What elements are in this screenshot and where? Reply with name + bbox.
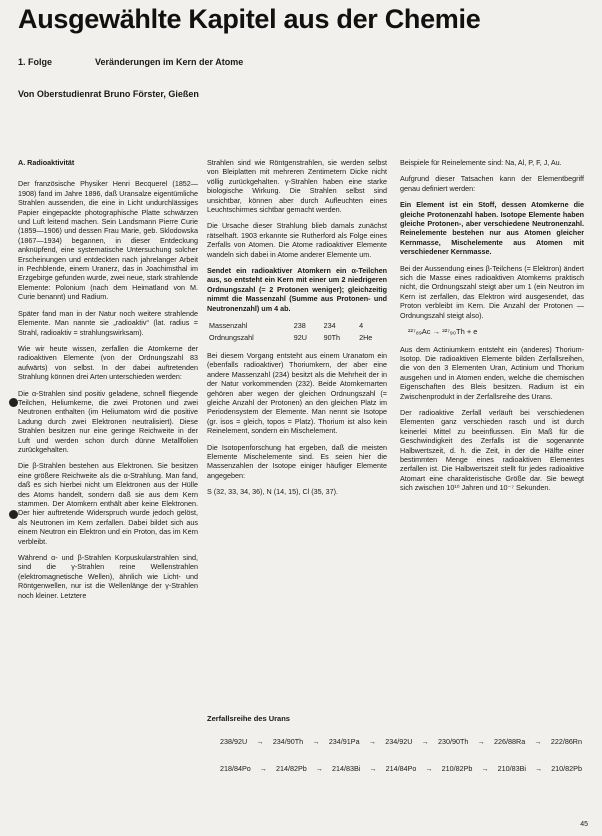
arrow-icon: → bbox=[425, 764, 433, 773]
paragraph: Später fand man in der Natur noch weitere strahlende Elemente. Man nannte sie „radioaktiv“ (lat. radius = Strahl, radioaktiv = strahlungswirksam). bbox=[18, 308, 198, 337]
arrow-icon: → bbox=[259, 764, 267, 773]
page-number: 45 bbox=[580, 821, 588, 828]
paragraph: Wie wir heute wissen, zerfallen die Atomkerne der radioaktiven Elemente (von der Ordnungszahl 83 aufwärts) von selbst. In der dabei auftretenden Strahlung können drei Arten unterschieden werden: bbox=[18, 343, 198, 382]
nuclide: 230/90Th bbox=[438, 737, 469, 746]
nuclide: 214/83Bi bbox=[332, 764, 361, 773]
nuclide: 218/84Po bbox=[220, 764, 251, 773]
paragraph: Sendet ein radioaktiver Atomkern ein α-Teilchen aus, so entsteht ein Kern mit einer um 2 niedrigeren Ordnungszahl (= 2 Protonen weniger); gleichzeitig nimmt die Massenzahl (Summe aus Protonen- und Neutronenzahl) um 4 ab. bbox=[207, 266, 387, 313]
paragraph: Der französische Physiker Henri Becquerel (1852—1908) fand im Jahre 1896, daß Uransalze eigentümliche Strahlen aussenden, die eine in Licht undurchlässiges Papier eingepackte photographische Platte schwärzen und Luft leitend machen. Sein Landsmann Pierre Curie (1859—1906) und dessen Frau Marie, geb. Sklodowska (1867—1934) begannen, in dieser Entdeckung anknüpfend, eine systematische Untersuchung solcher Erscheinungen und entdeckten nach jahrelanger Arbeit in Pechblende, einem Uranerz, das in Joachimsthal im Erzgebirge gefunden wurde, zwei neue, stark strahlende Elemente: Polonium (nach dem Heimatland von M. Curie benannt) und Radium. bbox=[18, 179, 198, 302]
decay-series-heading: Zerfallsreihe des Urans bbox=[207, 714, 290, 723]
page-title: Ausgewählte Kapitel aus der Chemie bbox=[18, 4, 481, 34]
paragraph: Der radioaktive Zerfall verläuft bei verschiedenen Elementen ganz verschieden rasch und ist durch keinerlei Mittel zu beeinflussen. Ein Maß für die Geschwindigkeit des Zerfalls ist die sogenannte Halbwertszeit, d. h. die Zeit, in der die Hälfte einer bestimmten Menge eines radioaktiven Elementes zerfallen ist. Die Halbwertszeit stellt für jedes radioaktive Atomart eine charakteristische Größe dar. Sie bewegt sich zwischen 10¹⁰ Jahren und 10⁻⁷ Sekunden. bbox=[400, 407, 584, 493]
decay-row bbox=[220, 737, 582, 746]
arrow-icon: → bbox=[256, 737, 264, 746]
decay-row bbox=[220, 764, 582, 773]
arrow-icon: → bbox=[312, 737, 320, 746]
author-line: Von Oberstudienrat Bruno Förster, Gießen bbox=[18, 89, 199, 99]
paragraph: Bei der Aussendung eines β-Teilchens (= Elektron) ändert sich die Masse eines radioaktiven Atomkerns praktisch nicht, die Ordnungszahl steigt aber um 1 (ein Neutron im Kern ist zerfallen, das Elektron wird ausgesendet, das Proton verbleibt im Kern. Die Anzahl der Protonen — Ordnungszahl steigt also). bbox=[400, 263, 584, 320]
paragraph: Die Ursache dieser Strahlung blieb damals zunächst rätselhaft. 1903 erkannte sie Rutherford als Folge eines Zerfalls von Atomen. Die Atome radioaktiver Elemente wandeln sich dabei in Atome anderer Elemente um. bbox=[207, 221, 387, 259]
nuclide: 234/91Pa bbox=[328, 737, 360, 746]
paragraph: Während α- und β-Strahlen Korpuskularstrahlen sind, sind die γ-Strahlen reine Wellenstrahlen (elektromagnetische Wellen), ähnlich wie Licht- und Röntgenwellen, nur ist die Wellenlänge der γ-Strahlen noch kleiner. Letztere bbox=[18, 553, 198, 600]
arrow-icon: → bbox=[481, 764, 489, 773]
arrow-icon: → bbox=[368, 737, 376, 746]
nuclide: 210/82Pb bbox=[551, 764, 582, 773]
paragraph: S (32, 33, 34, 36), N (14, 15), Cl (35, 37). bbox=[207, 487, 339, 497]
margin-bullet-icon bbox=[9, 398, 18, 407]
nuclide: 214/84Po bbox=[385, 764, 417, 773]
paragraph: Bei diesem Vorgang entsteht aus einem Uranatom ein (ebenfalls radioaktiver) Thoriumkern, der aber eine andere Massenzahl (234) besitzt als die Mehrheit der in der Natur vorkommenden (232). Beide Atomkernarten gehören aber wegen der gleichen Ordnungszahl (= gleiche Anzahl der Protonen) an den gleichen Platz im Periodensystem der Elemente. Man nennt sie Isotope (gr. isos = gleich, topos = Platz). Thorium ist also kein Reinelement, sondern ein Mischelement. bbox=[207, 350, 387, 436]
column-1 bbox=[18, 158, 198, 607]
eq-value: 90Th bbox=[323, 332, 341, 342]
arrow-icon: → bbox=[369, 764, 377, 773]
eq-value: 92U bbox=[293, 332, 307, 342]
eq-value: 2He bbox=[359, 332, 373, 342]
nuclide: 210/83Bi bbox=[497, 764, 526, 773]
eq-value: 234 bbox=[323, 321, 336, 331]
paragraph: Aufgrund dieser Tatsachen kann der Elementbegriff genau definiert werden: bbox=[400, 174, 584, 193]
margin-bullet-icon bbox=[9, 510, 18, 519]
nuclide: 222/86Rn bbox=[550, 737, 582, 746]
column-3 bbox=[400, 158, 584, 500]
section-heading: A. Radioaktivität bbox=[18, 158, 75, 167]
nuclide: 234/90Th bbox=[272, 737, 304, 746]
nuclide: 238/92U bbox=[220, 737, 248, 746]
paragraph: Aus dem Actiniumkern entsteht ein (anderes) Thorium-Isotop. Die radioaktiven Elemente bilden Zerfallsreihen, die von den 3 Elementen Uran, Actinium und Thorium ausgehen und in Atomen enden, welche die chemischen Eigenschaften des Bleis besitzen. Radium ist ein Zwischenprodukt in der Zerfallsreihe des Urans. bbox=[400, 344, 584, 401]
paragraph: Die α-Strahlen sind positiv geladene, schnell fliegende Teilchen, Heliumkerne, die zwei Protonen und zwei Neutronen enthalten (im Heliumatom wird die positive Ladung durch zwei Elektronen neutralisiert). Diese Strahlen besitzen nur eine geringe Reichweite in der Luft und werden schon durch dünne Metallfolien zurückgehalten. bbox=[18, 388, 198, 454]
alpha-decay-equation bbox=[207, 320, 387, 343]
arrow-icon: → bbox=[421, 737, 429, 746]
paragraph: Die β-Strahlen bestehen aus Elektronen. Sie besitzen eine größere Reichweite als die α-Strahlung. Man fand, daß es sich hierbei nicht um Elektronen aus der Hülle des Atoms handelt, sondern daß sie aus dem Kern stammen. Der Atomkern enthält aber keine Elektronen. Der hier auftretende Widerspruch wurde jedoch gelöst, als Neutronen im Kern zerfallen. Dabei bildet sich aus einem Neutron ein Elektron und ein Proton, das im Kern verbleibt. bbox=[18, 461, 198, 546]
nuclide: 214/82Pb bbox=[276, 764, 307, 773]
eq-label: Massenzahl bbox=[209, 321, 248, 331]
nuclide: 234/92U bbox=[385, 737, 413, 746]
series-number: 1. Folge bbox=[18, 57, 53, 67]
definition-paragraph: Ein Element ist ein Stoff, dessen Atomkerne die gleiche Protonenzahl haben. Isotope Elemente haben gleiche Protonen-, aber verschiedene Neutronenzahl. Reinelemente bestehen nur aus Atomen gleicher Kernmasse, Mischelemente aus Atomen mit verschiedener Kernmasse. bbox=[400, 200, 584, 257]
paragraph: Die Isotopenforschung hat ergeben, daß die meisten Elemente Mischelemente sind. Es seien hier die Massenzahlen der Isotope einiger häufiger Elemente angegeben: bbox=[207, 442, 387, 480]
nuclide: 210/82Pb bbox=[441, 764, 473, 773]
decay-series bbox=[220, 737, 582, 791]
article-topic: Veränderungen im Kern der Atome bbox=[95, 57, 244, 67]
arrow-icon: → bbox=[534, 737, 542, 746]
eq-value: 4 bbox=[359, 321, 364, 331]
eq-value: 238 bbox=[293, 321, 306, 331]
beta-decay-equation: ²²⁷₈₉Ac → ²²⁷₉₀Th + e bbox=[408, 327, 478, 337]
paragraph: Beispiele für Reinelemente sind: Na, Al, P, F, J, Au. bbox=[400, 158, 562, 167]
paragraph: Strahlen sind wie Röntgenstrahlen, sie werden selbst von Bleiplatten mit mehreren Zentimetern Dicke nicht völlig zurückgehalten. γ-Strahlen haben eine starke biologische Wirkung. Die Strahlen selbst sind unsichtbar, können aber durch Aufleuchten eines Leuchtschirmes sichtbar gemacht werden. bbox=[207, 158, 387, 215]
nuclide: 226/88Ra bbox=[494, 737, 526, 746]
arrow-icon: → bbox=[477, 737, 485, 746]
arrow-icon: → bbox=[534, 764, 543, 773]
column-2 bbox=[207, 158, 387, 504]
arrow-icon: → bbox=[315, 764, 323, 773]
eq-label: Ordnungszahl bbox=[209, 332, 254, 342]
